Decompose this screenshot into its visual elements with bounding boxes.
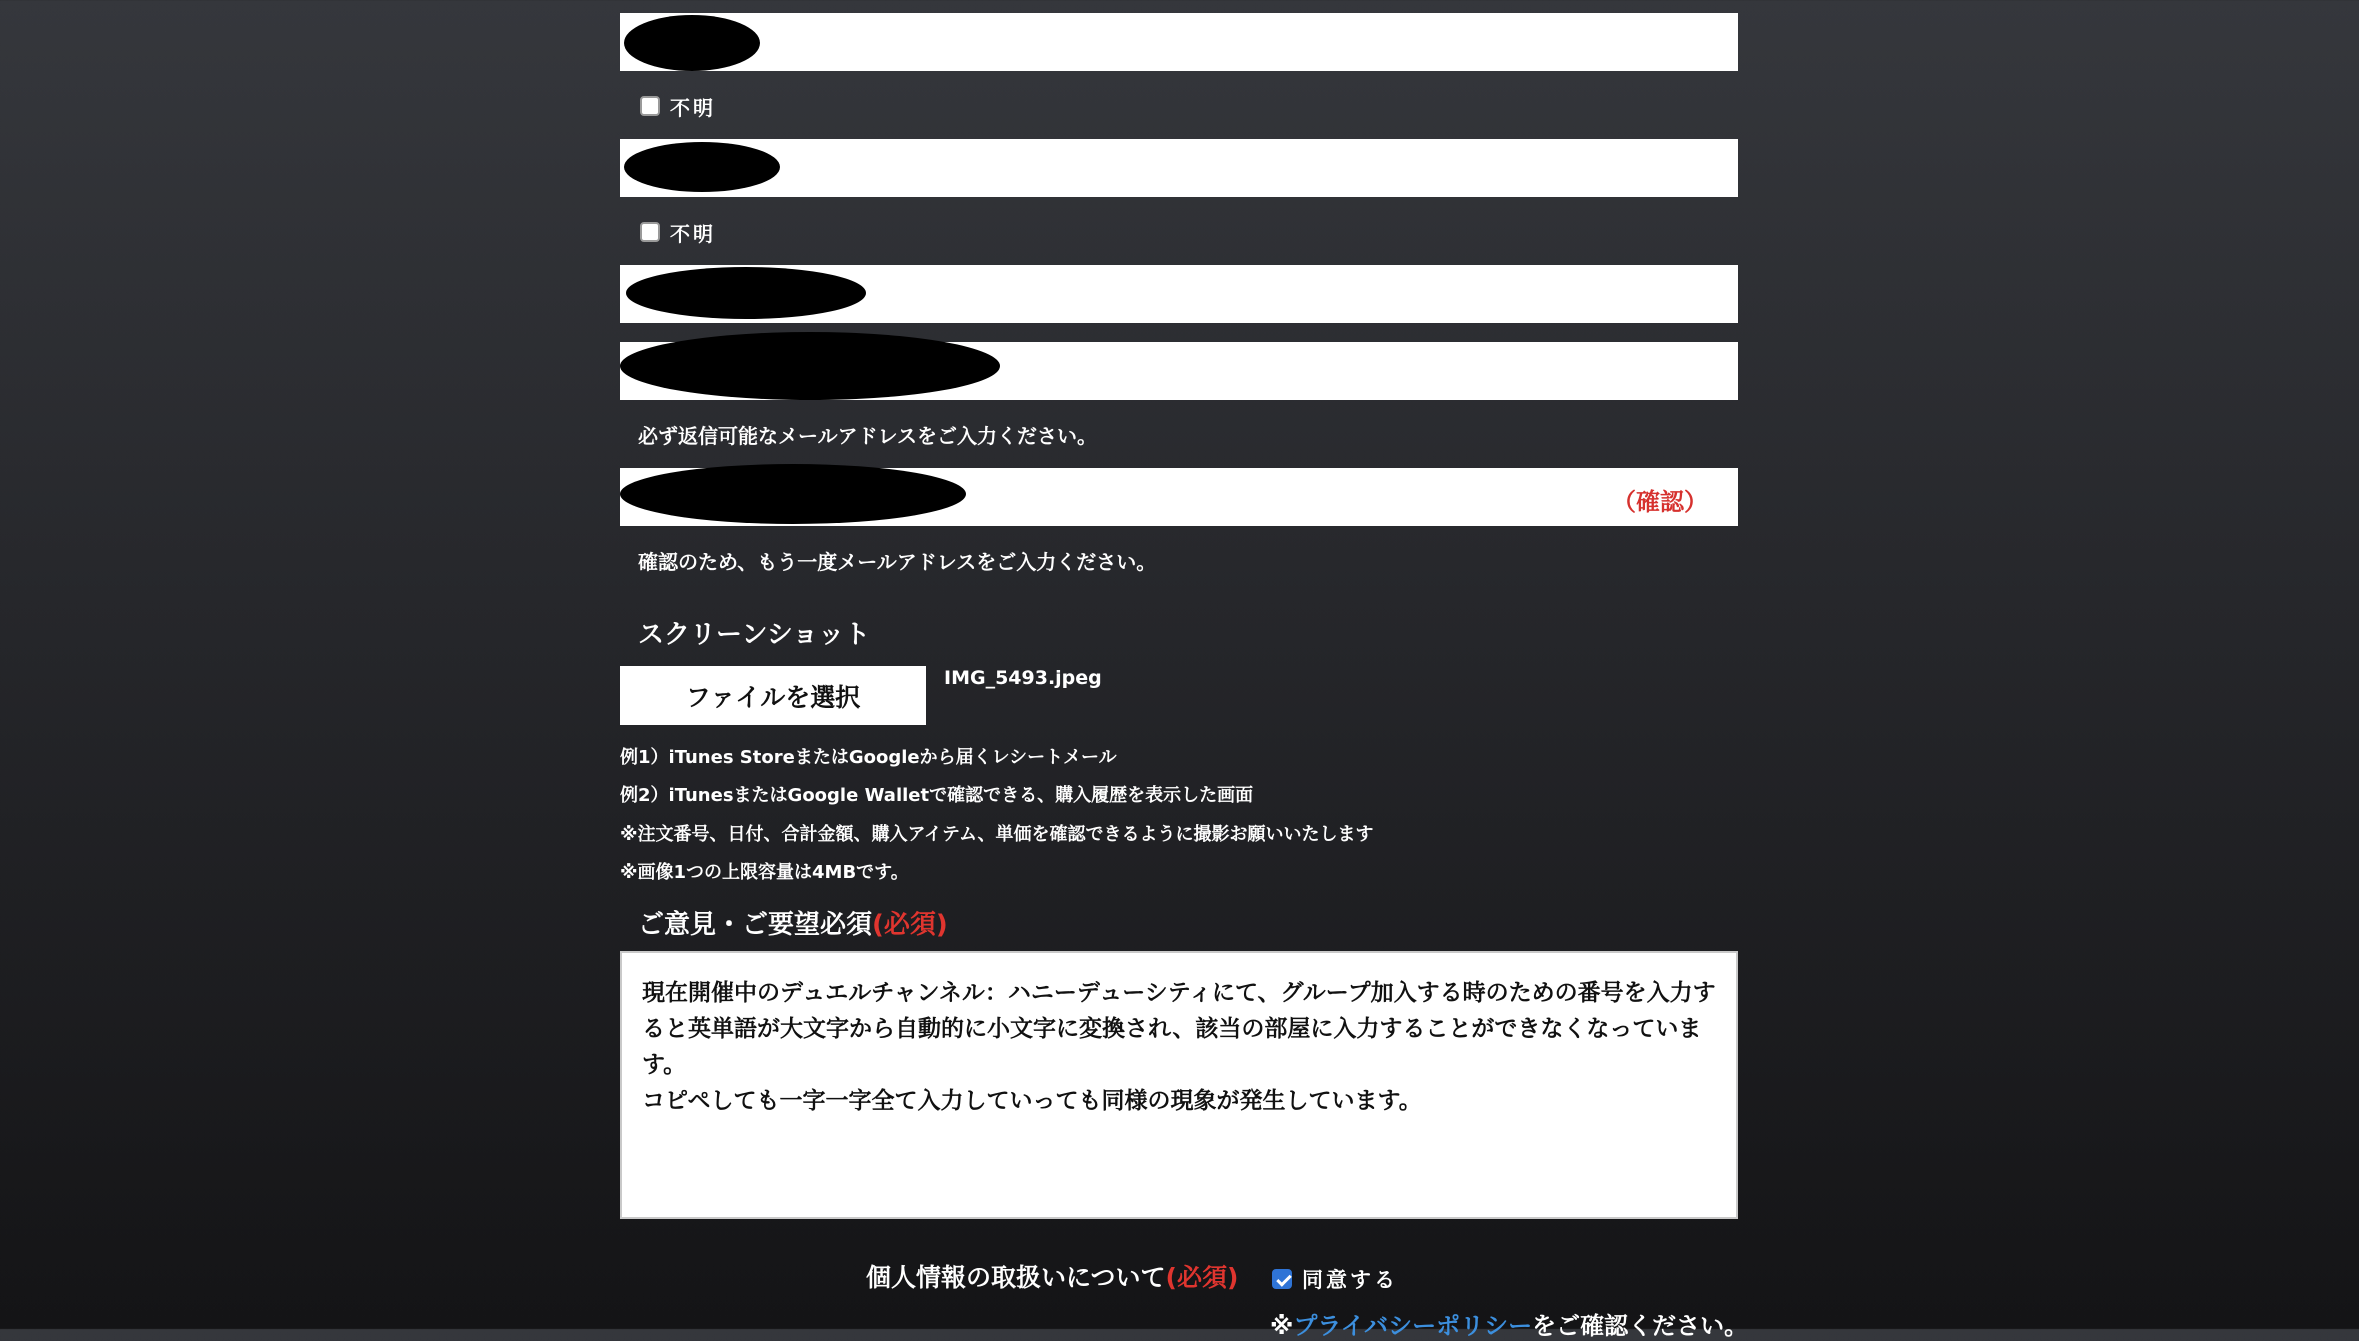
redacted-input-2[interactable] [620,139,1738,197]
choose-file-button[interactable]: ファイルを選択 [620,666,926,725]
unknown-label-2: 不明 [670,221,716,246]
confirm-tag: （確認） [1612,488,1708,516]
unknown-option-2[interactable] [640,218,716,246]
redacted-input-3[interactable] [620,265,1738,323]
email-confirm-hint: 確認のため、もう一度メールアドレスをご入力ください。 [638,550,1157,574]
feedback-textarea[interactable]: 現在開催中のデュエルチャンネル：ハニーデューシティにて、グループ加入する時のための番号を入力すると英単語が大文字から自動的に小文字に変換され、該当の部屋に入力することができなくなっています。 コピペしても一字一字全て入力していっても同様の現象が発生しています。 [620,951,1738,1219]
unknown-option-1[interactable] [640,92,716,120]
screenshot-note-4: ※画像1つの上限容量は4MBです。 [620,862,909,883]
screenshot-title: スクリーンショット [638,620,871,650]
email-field[interactable] [620,342,1738,400]
privacy-policy-link[interactable]: プライバシーポリシー [1293,1312,1533,1340]
privacy-label-text: 個人情報の取扱いについて [866,1263,1166,1292]
screenshot-note-1: 例1）iTunes StoreまたはGoogleから届くレシートメール [620,747,1117,768]
redaction-mark [624,15,760,71]
policy-prefix: ※ [1270,1312,1294,1340]
contact-form [620,0,1749,1340]
policy-suffix: をご確認ください。 [1532,1312,1749,1340]
required-marker: (必須) [872,910,948,940]
privacy-label [866,1258,1238,1294]
agree-option[interactable] [1272,1264,1398,1294]
feedback-title-text: ご意見・ご要望必須 [638,910,873,940]
policy-notice [1270,1306,1748,1341]
email-confirm-field[interactable] [620,468,1738,526]
email-hint: 必ず返信可能なメールアドレスをご入力ください。 [638,424,1097,448]
redaction-mark [620,332,1000,400]
unknown-checkbox-2[interactable] [640,222,660,242]
redaction-mark [620,464,966,524]
selected-file-name: IMG_5493.jpeg [944,667,1102,689]
feedback-title [638,904,948,941]
unknown-checkbox-1[interactable] [640,96,660,116]
screenshot-note-3: ※注文番号、日付、合計金額、購入アイテム、単価を確認できるように撮影お願いいたします [620,824,1374,845]
agree-label: 同意する [1302,1268,1398,1292]
redacted-input-1[interactable] [620,13,1738,71]
screenshot-note-2: 例2）iTunesまたはGoogle Walletで確認できる、購入履歴を表示した画面 [620,785,1254,806]
redaction-mark [624,142,780,192]
agree-checkbox[interactable] [1272,1269,1292,1289]
required-marker: (必須) [1165,1263,1239,1292]
redaction-mark [626,267,866,319]
unknown-label-1: 不明 [670,95,716,120]
